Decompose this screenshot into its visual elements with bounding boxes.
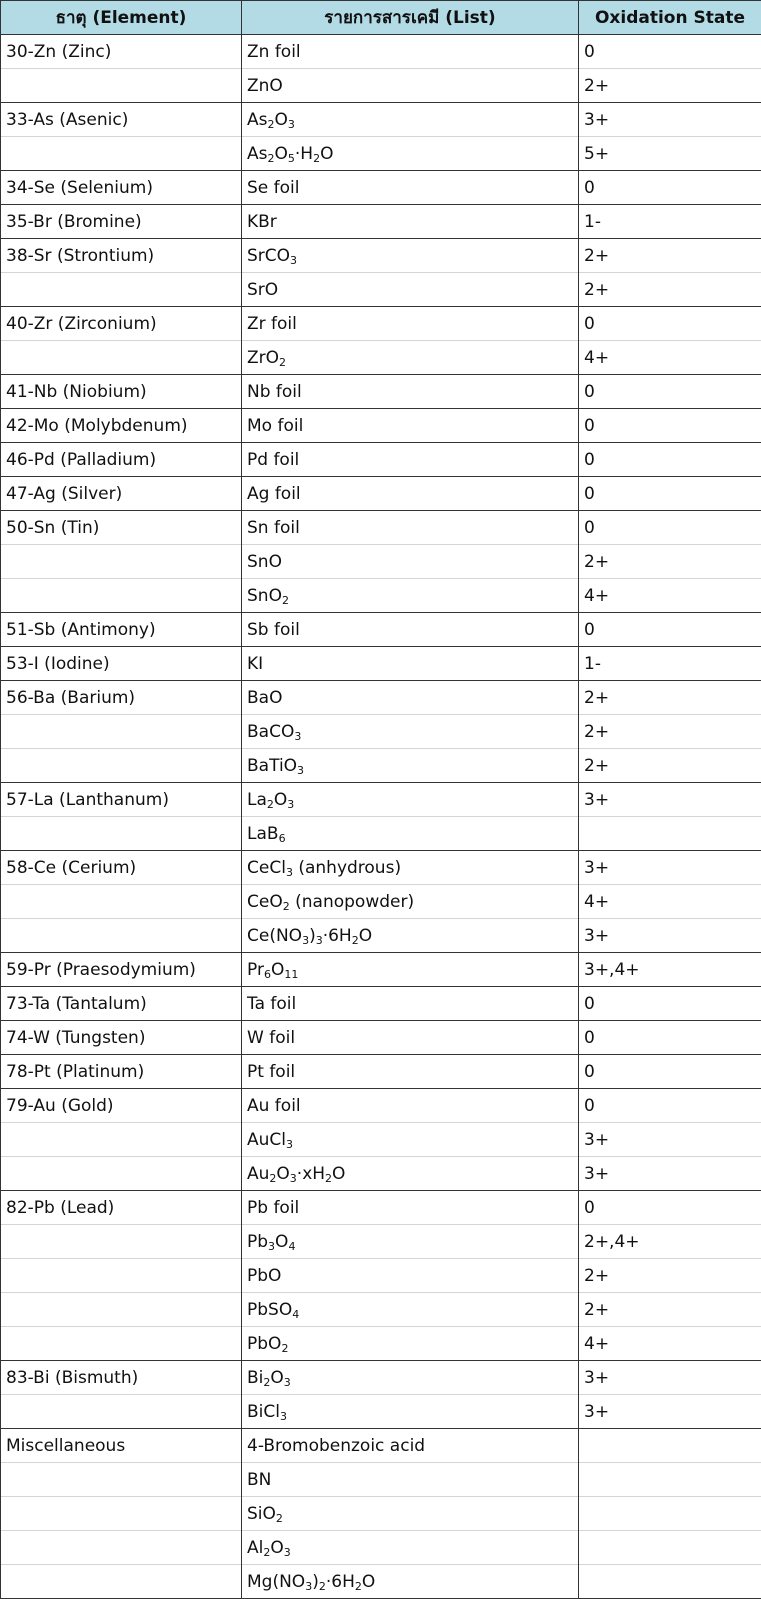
subscript: 3 [315,933,323,947]
table-row [1,1259,761,1293]
oxidation-state-cell [579,1531,761,1565]
chemical-name-cell: CeCl$_3$ (anhydrous) [242,851,579,885]
chemical-name-cell: KBr [242,205,579,239]
chemical-name-cell: $As_2O_5\cdot H_2O$ [242,137,579,171]
oxidation-state-cell: 0 [579,1089,761,1123]
subscript: 2 [281,593,289,607]
oxidation-state-cell: 0 [579,35,761,69]
oxidation-state-cell: 3+ [579,1361,761,1395]
header-list: รายการสารเคมี (List) [242,1,579,35]
chemical-name-cell: $Mg(NO_3)_2\cdot 6H_2O$ [242,1565,579,1599]
table-row [1,1225,761,1259]
table-row [1,1565,761,1599]
table-row [1,1021,761,1055]
table-row [1,1055,761,1089]
chemical-name-cell: ZrO$_2$ [242,341,579,375]
element-cell: 35-Br (Bromine) [1,205,242,239]
chemical-name-cell: Sb foil [242,613,579,647]
subscript: 2 [263,1375,271,1389]
subscript: 3 [287,117,295,131]
table-row [1,681,761,715]
chemical-name-cell: $Bi_2O_3$ [242,1361,579,1395]
element-cell [1,69,242,103]
element-cell: 38-Sr (Strontium) [1,239,242,273]
chemical-name-cell: BN [242,1463,579,1497]
table-row [1,341,761,375]
element-cell [1,1157,242,1191]
element-cell: 33-As (Asenic) [1,103,242,137]
subscript: 3 [287,797,295,811]
element-cell [1,137,242,171]
oxidation-state-cell: 3+ [579,851,761,885]
header-row [1,1,761,35]
oxidation-state-cell: 3+,4+ [579,953,761,987]
element-cell: 46-Pd (Palladium) [1,443,242,477]
oxidation-state-cell: 0 [579,1055,761,1089]
element-cell: 50-Sn (Tin) [1,511,242,545]
element-cell [1,715,242,749]
oxidation-state-cell: 2+ [579,715,761,749]
oxidation-state-cell: 5+ [579,137,761,171]
subscript: 2 [267,117,275,131]
chemical-name-cell: PbO$_2$ [242,1327,579,1361]
header-oxidation-state: Oxidation State [579,1,761,35]
table-row [1,987,761,1021]
oxidation-state-cell [579,817,761,851]
chemical-name-cell: Zr foil [242,307,579,341]
table-row [1,1395,761,1429]
chemical-name-cell: SnO [242,545,579,579]
chemical-name-cell: Se foil [242,171,579,205]
table-row [1,613,761,647]
element-cell [1,1395,242,1429]
table-row [1,1157,761,1191]
subscript: 5 [287,151,295,165]
table-row [1,1429,761,1463]
element-cell [1,749,242,783]
chemical-name-cell: Au foil [242,1089,579,1123]
oxidation-state-cell: 4+ [579,579,761,613]
subscript: 2 [275,1511,283,1525]
chemical-name-cell: $La_2O_3$ [242,783,579,817]
element-cell: 41-Nb (Niobium) [1,375,242,409]
subscript: 2 [313,151,321,165]
chemical-name-cell: Pd foil [242,443,579,477]
element-cell [1,579,242,613]
chemical-name-cell: CeO$_2$ (nanopowder) [242,885,579,919]
oxidation-state-cell [579,1497,761,1531]
table-row [1,239,761,273]
element-cell [1,885,242,919]
element-cell [1,1225,242,1259]
table-row [1,647,761,681]
subscript: 3 [305,1579,313,1593]
table-row [1,953,761,987]
oxidation-state-cell: 0 [579,409,761,443]
element-cell: Miscellaneous [1,1429,242,1463]
element-cell: 59-Pr (Praesodymium) [1,953,242,987]
oxidation-state-cell: 1- [579,647,761,681]
table-row [1,885,761,919]
oxidation-state-cell: 2+ [579,545,761,579]
oxidation-state-cell: 2+ [579,1259,761,1293]
chemical-name-cell: Pb foil [242,1191,579,1225]
element-cell [1,1327,242,1361]
table-row [1,1191,761,1225]
chemical-name-cell: Ta foil [242,987,579,1021]
oxidation-state-cell: 0 [579,1191,761,1225]
table-row [1,205,761,239]
oxidation-state-cell: 2+ [579,681,761,715]
oxidation-state-cell: 2+ [579,239,761,273]
chemical-name-cell: SrCO$_3$ [242,239,579,273]
element-cell [1,919,242,953]
subscript: 3 [285,865,293,879]
chemical-name-cell: Sn foil [242,511,579,545]
oxidation-state-cell: 3+ [579,1395,761,1429]
element-cell [1,545,242,579]
element-cell [1,341,242,375]
subscript: 3 [294,729,302,743]
table-row [1,273,761,307]
oxidation-state-cell [579,1429,761,1463]
subscript: 2 [279,355,287,369]
subscript: 3 [302,933,310,947]
table-body [1,35,761,1599]
oxidation-state-cell: 0 [579,477,761,511]
oxidation-state-cell: 3+ [579,783,761,817]
element-cell [1,1259,242,1293]
subscript: 11 [284,967,299,981]
subscript: 2 [263,1545,271,1559]
chemical-name-cell: $Pr_6O_{11}$ [242,953,579,987]
element-cell: 74-W (Tungsten) [1,1021,242,1055]
table-row [1,35,761,69]
subscript: 2 [325,1171,333,1185]
table-row [1,409,761,443]
chemical-name-cell: $Pb_3O_4$ [242,1225,579,1259]
subscript: 3 [289,1171,297,1185]
subscript: 3 [297,763,305,777]
chemical-name-cell: Nb foil [242,375,579,409]
oxidation-state-cell: 2+ [579,749,761,783]
oxidation-state-cell: 0 [579,307,761,341]
chemical-name-cell: KI [242,647,579,681]
table-row [1,749,761,783]
element-cell [1,1293,242,1327]
oxidation-state-cell: 4+ [579,1327,761,1361]
chemical-name-cell: ZnO [242,69,579,103]
element-cell: 56-Ba (Barium) [1,681,242,715]
table-row [1,511,761,545]
oxidation-state-cell: 2+,4+ [579,1225,761,1259]
oxidation-state-cell: 3+ [579,919,761,953]
table-row [1,715,761,749]
table-row [1,851,761,885]
chemical-name-cell: W foil [242,1021,579,1055]
table-row [1,1293,761,1327]
subscript: 2 [282,899,290,913]
table-row [1,375,761,409]
subscript: 2 [266,797,274,811]
subscript: 3 [283,1545,291,1559]
element-cell: 82-Pb (Lead) [1,1191,242,1225]
chemical-name-cell: BaO [242,681,579,715]
element-cell [1,1531,242,1565]
element-cell: 83-Bi (Bismuth) [1,1361,242,1395]
subscript: 2 [269,1171,277,1185]
table-header [1,1,761,35]
table-row [1,1497,761,1531]
element-cell: 73-Ta (Tantalum) [1,987,242,1021]
element-cell: 51-Sb (Antimony) [1,613,242,647]
table-row [1,1361,761,1395]
chemical-name-cell: BaTiO$_3$ [242,749,579,783]
oxidation-state-cell: 0 [579,375,761,409]
table-row [1,477,761,511]
oxidation-state-cell: 2+ [579,69,761,103]
chemical-name-cell: AuCl$_3$ [242,1123,579,1157]
subscript: 4 [292,1307,300,1321]
subscript: 3 [279,1409,287,1423]
subscript: 3 [286,1137,293,1151]
table-row [1,1123,761,1157]
element-cell: 42-Mo (Molybdenum) [1,409,242,443]
chemical-name-cell: $Au_2O_3\cdot xH_2O$ [242,1157,579,1191]
table-row [1,103,761,137]
chemical-name-cell: $Ce(NO_3)_3\cdot 6H_2O$ [242,919,579,953]
table-row [1,817,761,851]
chemical-name-cell: BaCO$_3$ [242,715,579,749]
chemical-name-cell: Ag foil [242,477,579,511]
table-row [1,1089,761,1123]
oxidation-state-cell: 0 [579,987,761,1021]
table-row [1,307,761,341]
chemical-name-cell: $As_2O_3$ [242,103,579,137]
subscript: 2 [281,1341,289,1355]
chemical-name-cell: BiCl$_3$ [242,1395,579,1429]
oxidation-state-cell: 4+ [579,885,761,919]
element-cell [1,817,242,851]
subscript: 3 [283,1375,291,1389]
table-row [1,545,761,579]
element-cell [1,1123,242,1157]
chemical-name-cell: PbSO$_4$ [242,1293,579,1327]
subscript: 2 [318,1579,326,1593]
table-row [1,783,761,817]
table-row [1,919,761,953]
oxidation-state-cell: 2+ [579,1293,761,1327]
element-cell: 57-La (Lanthanum) [1,783,242,817]
table-row [1,1327,761,1361]
element-cell: 34-Se (Selenium) [1,171,242,205]
chemical-name-cell: LaB$_6$ [242,817,579,851]
element-cell: 53-I (Iodine) [1,647,242,681]
subscript: 4 [288,1239,296,1253]
subscript: 2 [267,151,275,165]
oxidation-state-cell: 3+ [579,1123,761,1157]
element-cell [1,1565,242,1599]
chemical-name-cell: SiO$_2$ [242,1497,579,1531]
table-row [1,1463,761,1497]
oxidation-state-cell [579,1565,761,1599]
element-cell: 40-Zr (Zirconium) [1,307,242,341]
chemical-name-cell: SrO [242,273,579,307]
subscript: 3 [290,253,298,267]
table-row [1,69,761,103]
subscript: 3 [268,1239,276,1253]
oxidation-state-cell: 3+ [579,103,761,137]
oxidation-state-cell: 0 [579,511,761,545]
table-row [1,443,761,477]
oxidation-state-cell: 4+ [579,341,761,375]
oxidation-state-cell: 0 [579,613,761,647]
subscript: 6 [263,967,271,981]
oxidation-state-cell: 0 [579,1021,761,1055]
chemical-name-cell: Mo foil [242,409,579,443]
table-row [1,171,761,205]
oxidation-state-cell: 2+ [579,273,761,307]
oxidation-state-cell: 0 [579,171,761,205]
chemical-name-cell: Pt foil [242,1055,579,1089]
chemical-name-cell: $Al_2O_3$ [242,1531,579,1565]
table-row [1,579,761,613]
oxidation-state-cell [579,1463,761,1497]
table-row [1,137,761,171]
oxidation-state-cell: 1- [579,205,761,239]
element-cell [1,273,242,307]
oxidation-state-cell: 3+ [579,1157,761,1191]
element-cell [1,1463,242,1497]
subscript: 2 [351,933,359,947]
chemical-name-cell: SnO$_2$ [242,579,579,613]
chemical-name-cell: 4-Bromobenzoic acid [242,1429,579,1463]
subscript: 6 [278,831,286,845]
element-cell [1,1497,242,1531]
table-row [1,1531,761,1565]
element-cell: 79-Au (Gold) [1,1089,242,1123]
header-element: ธาตุ (Element) [1,1,242,35]
chemical-name-cell: PbO [242,1259,579,1293]
element-cell: 47-Ag (Silver) [1,477,242,511]
element-cell: 58-Ce (Cerium) [1,851,242,885]
element-cell: 30-Zn (Zinc) [1,35,242,69]
element-cell: 78-Pt (Platinum) [1,1055,242,1089]
subscript: 2 [354,1579,362,1593]
chemical-name-cell: Zn foil [242,35,579,69]
oxidation-state-cell: 0 [579,443,761,477]
